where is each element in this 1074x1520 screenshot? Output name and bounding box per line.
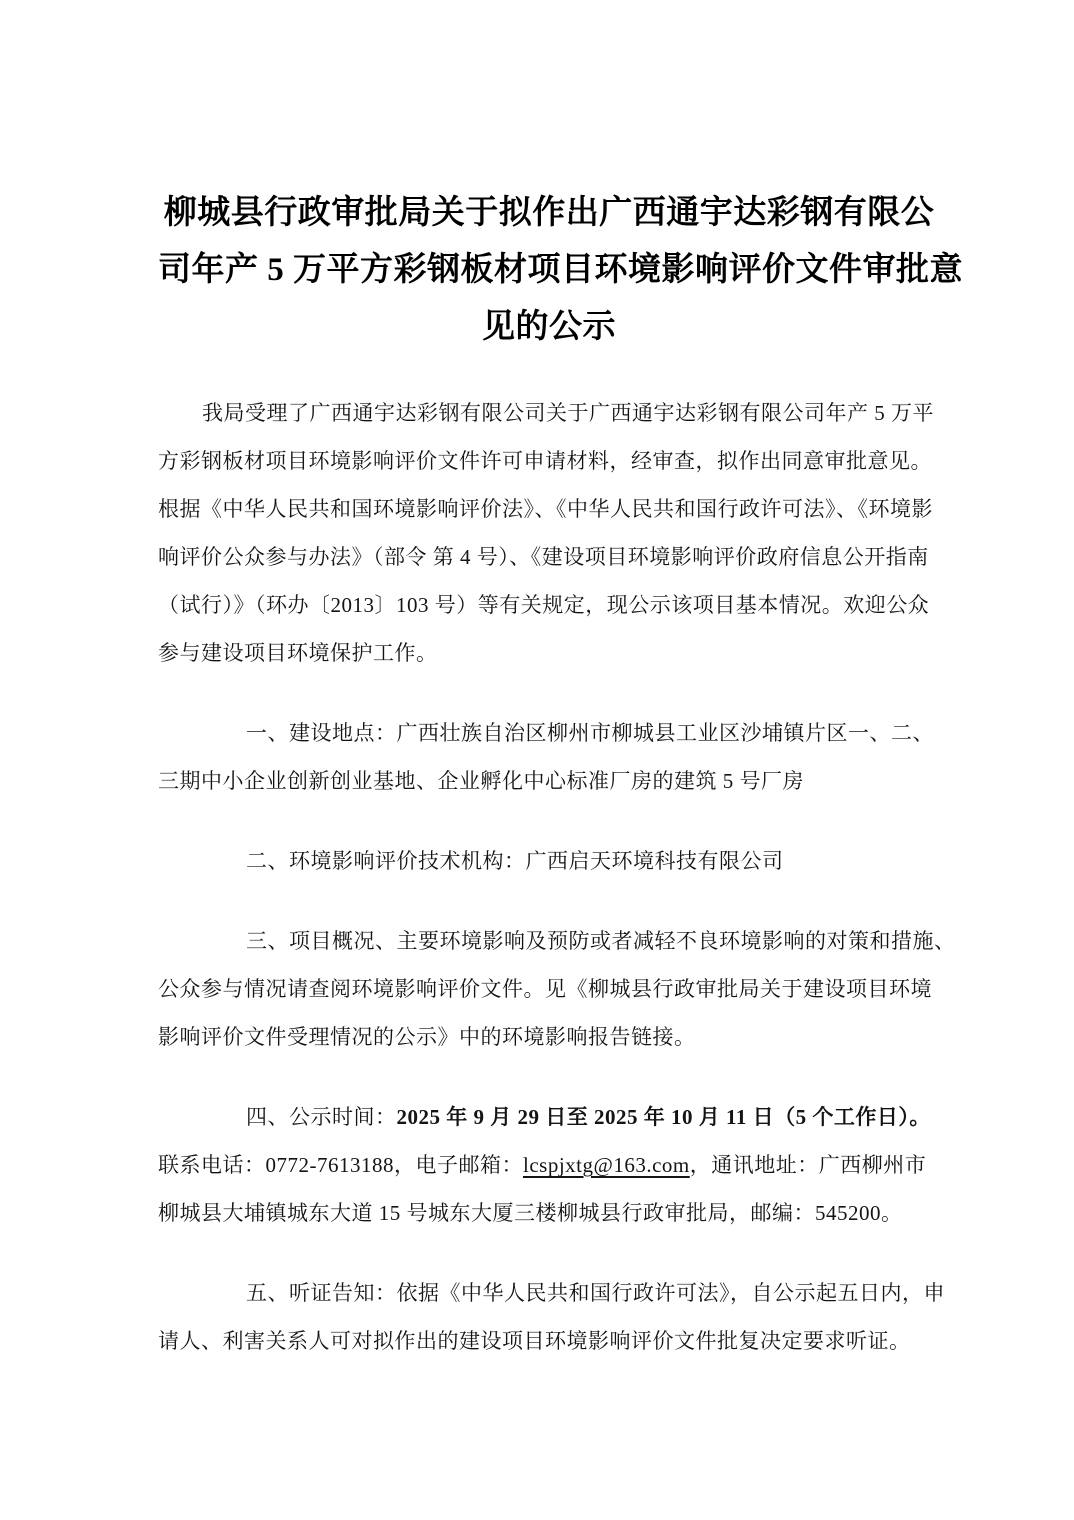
- section-publicity-period: [158, 1093, 940, 1237]
- text-segment: 司年产 5 万平方彩钢板材项目环境影响评价文件审批意: [158, 252, 963, 288]
- text-line: [158, 1317, 940, 1365]
- text-segment: 一、建设地点：广西壮族自治区柳州市柳城县工业区沙埔镇片区一、二、: [246, 721, 934, 745]
- text-segment: 公众参与情况请查阅环境影响评价文件。见《柳城县行政审批局关于建设项目环境: [158, 977, 932, 1001]
- section-construction-site: [158, 709, 940, 805]
- text-line: [158, 917, 956, 965]
- text-line: [158, 389, 940, 437]
- text-line: [158, 837, 940, 885]
- section-hearing-notice: [158, 1269, 945, 1365]
- section-eia-agency: [158, 837, 940, 885]
- text-line: [158, 242, 963, 299]
- section-project-overview: [158, 917, 956, 1061]
- text-segment: 四、公示时间：: [246, 1105, 397, 1129]
- text-segment: 影响评价文件受理情况的公示》中的环境影响报告链接。: [158, 1025, 696, 1049]
- text-line: [158, 1093, 940, 1141]
- email-link[interactable]: lcspjxtg@163.com: [523, 1153, 690, 1177]
- document-body: [158, 389, 956, 1365]
- document-title: [158, 185, 963, 356]
- text-line: [158, 1013, 940, 1061]
- text-segment: ，通讯地址：广西柳州市: [689, 1153, 927, 1177]
- text-line: [158, 437, 940, 485]
- text-segment: 参与建设项目环境保护工作。: [158, 641, 438, 665]
- text-segment: 柳城县大埔镇城东大道 15 号城东大厦三楼柳城县行政审批局，邮编：545200。: [158, 1201, 903, 1225]
- text-line: [158, 1141, 940, 1189]
- text-segment: 三期中小企业创新创业基地、企业孵化中心标准厂房的建筑 5 号厂房: [158, 769, 804, 793]
- text-segment: 2025 年 9 月 29 日至 2025 年 10 月 11 日（5 个工作日）。: [396, 1105, 931, 1129]
- text-line: [158, 581, 940, 629]
- text-line: [158, 533, 940, 581]
- text-segment: 根据《中华人民共和国环境影响评价法》、《中华人民共和国行政许可法》、《环境影: [158, 497, 933, 521]
- text-segment: 我局受理了广西通宇达彩钢有限公司关于广西通宇达彩钢有限公司年产 5 万平: [202, 401, 934, 425]
- text-segment: 响评价公众参与办法》（部令 第 4 号）、《建设项目环境影响评价政府信息公开指南: [158, 545, 929, 569]
- text-segment: 请人、利害关系人可对拟作出的建设项目环境影响评价文件批复决定要求听证。: [158, 1329, 911, 1353]
- text-line: [158, 485, 940, 533]
- text-line: [158, 1189, 940, 1237]
- text-segment: 二、环境影响评价技术机构：广西启天环境科技有限公司: [246, 849, 784, 873]
- text-line: [158, 629, 940, 677]
- text-line: [158, 965, 940, 1013]
- text-line: [158, 709, 940, 757]
- intro-paragraph: [158, 389, 940, 677]
- text-segment: 见的公示: [482, 309, 616, 345]
- text-line: [158, 757, 940, 805]
- text-segment: 方彩钢板材项目环境影响评价文件许可申请材料，经审查，拟作出同意审批意见。: [158, 449, 932, 473]
- text-segment: 五、听证告知：依据《中华人民共和国行政许可法》，自公示起五日内，申: [246, 1281, 945, 1305]
- text-line: [158, 299, 940, 356]
- text-segment: （试行）》（环办〔2013〕103 号）等有关规定，现公示该项目基本情况。欢迎公众: [158, 593, 930, 617]
- text-line: [158, 1269, 945, 1317]
- text-line: [158, 185, 940, 242]
- text-segment: 柳城县行政审批局关于拟作出广西通宇达彩钢有限公: [163, 195, 935, 231]
- text-segment: 联系电话：0772-7613188，电子邮箱：: [158, 1153, 523, 1177]
- text-segment: 三、项目概况、主要环境影响及预防或者减轻不良环境影响的对策和措施、: [246, 929, 956, 953]
